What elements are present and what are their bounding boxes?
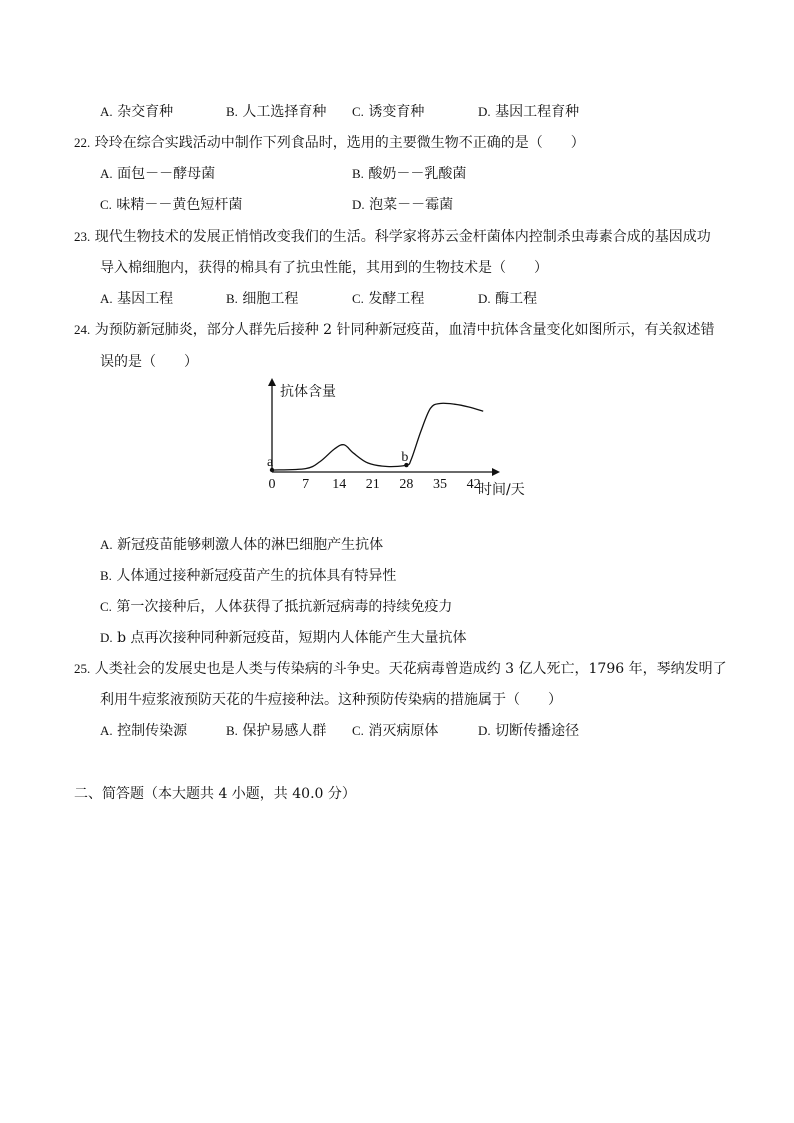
q23-option-c: C. 发酵工程 [352, 291, 425, 307]
q23-option-a: A. 基因工程 [100, 291, 174, 307]
q25-option-d: D. 切断传播途径 [478, 723, 580, 739]
q21-option-d: D. 基因工程育种 [478, 104, 580, 120]
q24-option-c: C. 第一次接种后，人体获得了抵抗新冠病毒的持续免疫力 [100, 599, 453, 615]
q22-option-c: C. 味精－－黄色短杆菌 [100, 197, 243, 213]
q24-stem-line2: 误的是（ ） [100, 354, 198, 370]
chart-points [267, 450, 409, 472]
q23-option-b: B. 细胞工程 [226, 291, 299, 307]
q25-option-c: C. 消灭病原体 [352, 723, 439, 739]
q23-stem-line2: 导入棉细胞内，获得的棉具有了抗虫性能，其用到的生物技术是（ ） [100, 260, 548, 276]
q24-option-a: A. 新冠疫苗能够刺激人体的淋巴细胞产生抗体 [100, 537, 384, 553]
x-tick-label: 0 [268, 477, 276, 492]
q22-option-d: D. 泡菜－－霉菌 [352, 197, 454, 213]
x-tick-label: 14 [332, 477, 347, 492]
q21-option-b: B. 人工选择育种 [226, 104, 327, 120]
q22-option-a: A. 面包－－酵母菌 [100, 166, 216, 182]
q21-option-a: A. 杂交育种 [100, 104, 174, 120]
x-tick-label: 21 [365, 477, 380, 492]
q25-option-b: B. 保护易感人群 [226, 723, 327, 739]
q24-option-d: D. b 点再次接种同种新冠疫苗，短期内人体能产生大量抗体 [100, 630, 467, 646]
point-label-b: b [401, 450, 409, 466]
x-tick-labels [269, 477, 481, 492]
y-axis-label: 抗体含量 [280, 384, 336, 400]
x-tick-label: 42 [466, 477, 481, 492]
q21-option-c: C. 诱变育种 [352, 104, 425, 120]
q24-option-b: B. 人体通过接种新冠疫苗产生的抗体具有特异性 [100, 568, 397, 584]
q23-stem-line1: 23. 现代生物技术的发展正悄悄改变我们的生活。科学家将苏云金杆菌体内控制杀虫毒素合成的基因成功 [74, 229, 711, 245]
section-title: 二、简答题（本大题共 4 小题，共 40.0 分） [74, 786, 356, 802]
x-tick-label: 7 [302, 477, 310, 492]
q23-option-d: D. 酶工程 [478, 291, 538, 307]
q22-stem: 22. 玲玲在综合实践活动中制作下列食品时，选用的主要微生物不正确的是（ ） [74, 135, 585, 151]
antibody-curve [272, 403, 483, 470]
q22-option-b: B. 酸奶－－乳酸菌 [352, 166, 467, 182]
q24-stem-line1: 24. 为预防新冠肺炎，部分人群先后接种 2 针同种新冠疫苗，血清中抗体含量变化如图所示，有关叙述错 [74, 322, 715, 338]
x-tick-label: 35 [433, 477, 447, 492]
point-label-a: a [267, 455, 274, 470]
q25-stem-line2: 利用牛痘浆液预防天花的牛痘接种法。这种预防传染病的措施属于（ ） [100, 692, 562, 708]
q25-option-a: A. 控制传染源 [100, 723, 188, 739]
x-axis-label: 时间/天 [478, 482, 525, 498]
x-tick-label: 28 [399, 477, 414, 492]
antibody-chart [258, 374, 525, 500]
q25-stem-line1: 25. 人类社会的发展史也是人类与传染病的斗争史。天花病毒曾造成约 3 亿人死亡，1796 年，琴纳发明了 [74, 661, 727, 677]
